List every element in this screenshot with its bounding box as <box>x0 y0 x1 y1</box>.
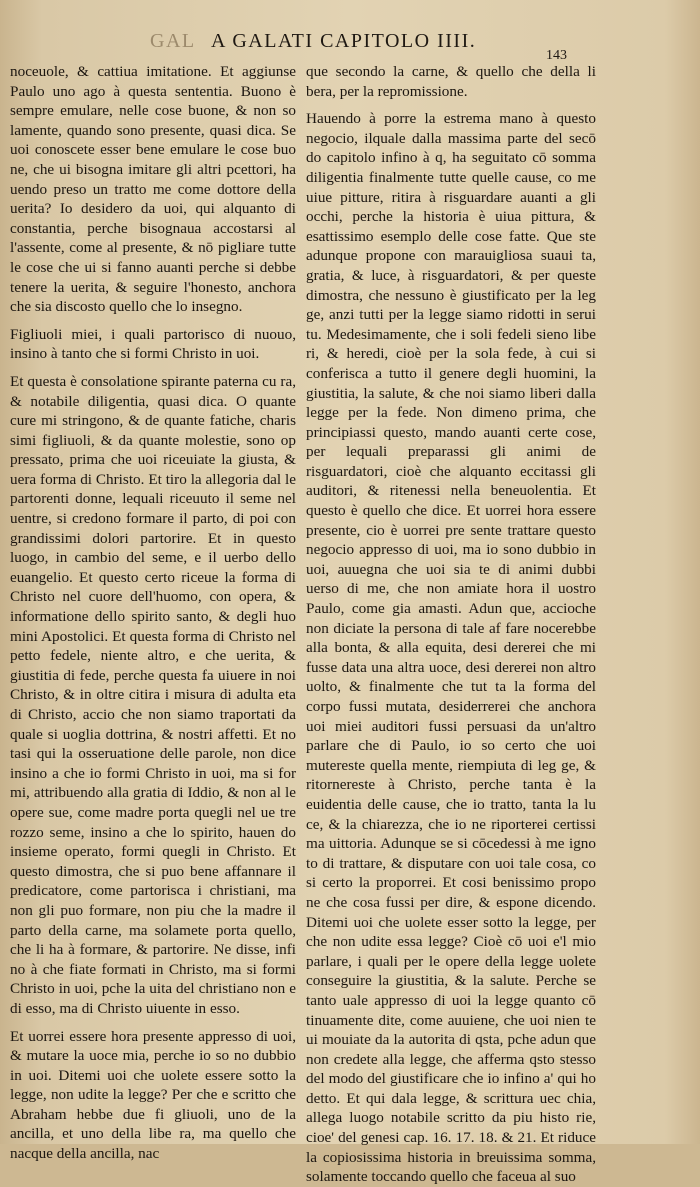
running-head <box>150 30 570 60</box>
right-column <box>306 62 596 1186</box>
scripture-verse: que secondo la carne, & quello che della li bera, per la repromissione. <box>306 63 596 100</box>
commentary-paragraph: noceuole, & cattiua imitatione. Et aggiunse Paulo uno ago à questa sententia. Buono è sempre emulare, nelle cose buone, & non so lamente, quando sono presente, quasi dica. Se uoi conoscete esser bene emulare le cose buo ne, che ui bisogna imitare gli altri pcettori, ha uendo preso un tratto me come dottore della uerita? Io desidero da uoi, qui alquanto di constantia, perche bisognaua accostarsi al l'assente, come al presente, & nō pigliare tutte le cose che ui si fanno auanti perche si debbe tenere la uerita, & seguire l'honesto, anchora che sia discosto quello che lo insegno. <box>10 63 296 316</box>
chapter-title: A GALATI CAPITOLO IIII. <box>211 30 477 52</box>
left-column <box>10 62 296 1163</box>
bleed-through-text: GAL <box>150 30 196 52</box>
scripture-verse: Et uorrei essere hora presente appresso di uoi, & mutare la uoce mia, perche io so no dubbio in uoi. Ditemi uoi che uolete essere sotto la legge, non udite la legge? Per che e scritto che Abraham hebbe due fi gliuoli, uno de la ancilla, et uno della libe ra, ma quello che nacque della ancilla, nac <box>10 1027 296 1163</box>
commentary-paragraph: Et questa è consolatione spirante paterna cu ra, & notabile diligentia, quasi dica. O quante cure mi stringono, & de quante fatiche, charis simi figliuoli, & da quante molestie, sono op pressato, prima che uoi riceuiate la giusta, & uera forma di Christo. Et tiro la allegoria dal le partorenti donne, lequali riceuuto il seme nel uentre, si credono formare il parto, di poi con grandissimi dolori partorire. Et in questo luogo, in cambio del seme, e il uerbo dello euangelio. Et questo certo riceue la forma di Christo nel cuore dell'huomo, con opera, & informatione dello spirito santo, & degli huo mini Apostolici. Et questa forma di Christo nel petto fedele, niente altro, e che uerita, & giustitia di fede, perche questa fa uiuere in noi Christo, & in oltre citira i misura di adulta eta di Christo, accio che non siamo traportati da quale si uoglia dottrina, & nostri affetti. Et no tasi qui la osseruatione delle parole, non dice insino a che io formi Christo in uoi, ma si for mi, attribuendo alla gratia di Iddio, & non al le opere sue, come madre porta quegli nel ue tre rozzo seme, insino a che lo spirito, hauen do insieme operato, formi quegli in Christo. Et questo dimostra, che si puo bene affannare il predicatore, come partorisca i christiani, ma non gli puo formare, non piu che la madre il parto della carne, ma solamete porta quello, che li ha à formare, & partorire. Ne disse, infi no à che fiate formati in Christo, ma si formi Christo in uoi, pche la uita del christiano non e di esso, ma di Christo uiuente in esso. <box>10 372 296 1017</box>
commentary-paragraph: Hauendo à porre la estrema mano à questo negocio, ilquale dalla massima parte del secō do capitolo infino à q, ha seguitato cō somma diligentia finalmente tutte quelle cause, co me uiue pitture, ritira à risguardare auanti a gli occhi, perche la historia è uiua pittura, & esattissimo esemplo delle cose fatte. Que ste adunque propone con marauigliosa suaui ta, gratia, & luce, à risguardatori, & per queste dimostra, che nessuno è giustificato per la leg ge, anzi tutti per la legge siamo ridotti in serui tu. Medesimamente, che i soli fedeli sieno libe ri, & heredi, cioè per la sola fede, à cui si conferisca a tutto il genere degli huomini, la giustitia, la salute, & che noi siamo liberi dalla legge per la fede. Non dimeno prima, che principiassi questo, mando auanti certe cose, per lequali preparassi gli animi de risguardatori, cioè che alquanto eccitassi gli auditori, & ritenessi nella beneuolentia. Et questo è quello che dice. Et uorrei hora essere presente, cio è uorrei pre sente trattare questo negocio appresso di uoi, ma io sono dubbio in uoi, auuegna che uoi sia te di animi dubbi uerso di me, che non amiate hora il uostro Paulo, come gia amasti. Adun que, accioche non diciate la persona di tale af fare nocerebbe alla bonta, & alla equita, desi dererei che mi fusse data una altra uoce, desi dererei non altro uolto, & finalmente che tut ta la forma del corpo fussi mutata, desiderrerei che anchora uoi miei auditori fussi persuasi da un'altro parlare che di Paulo, io so certo che uoi mutereste quella mente, riempiuta di leg ge, & ritornereste à Christo, perche tanta è la euidentia delle cause, che io tratto, tanta la lu ce, & la chiarezza, che io ne riporterei certissi ma uittoria. Adunque se si cōcedessi à me igno to di trattare, & disputare con uoi tale cosa, co si certo la proporrei. Et cosi benissimo propo ne che cosa fussi per dire, & espone dicendo. Ditemi uoi che uolete esser sotto la legge, per che non udite essa legge? Cioè cō uoi e'l mio parlare, i quali per le opere della legge uolete conseguire la giustitia, & la salute. Perche se tanto uale appresso di uoi la legge quanto cō tinuamente dite, come auuiene, che uoi nien te ui mouiate da la autorita di qsta, pche adun que non credete alla legge, che afferma qsto stesso del modo del giustificare che io infino a' qui ho detto. Et qui dala legge, & scrittura uec chia, allega luogo notabile scritto da piu histo rie, cioe' del genesi cap. 16. 17. 18. & 21. Et riduce la copiosissima historia in breuissima somma, solamente toccando quello che faceua al suo <box>306 110 596 1186</box>
scripture-verse: Figliuoli miei, i quali partorisco di nuouo, insino à tanto che si formi Christo in uoi. <box>10 325 296 363</box>
page-number: 143 <box>546 48 567 63</box>
